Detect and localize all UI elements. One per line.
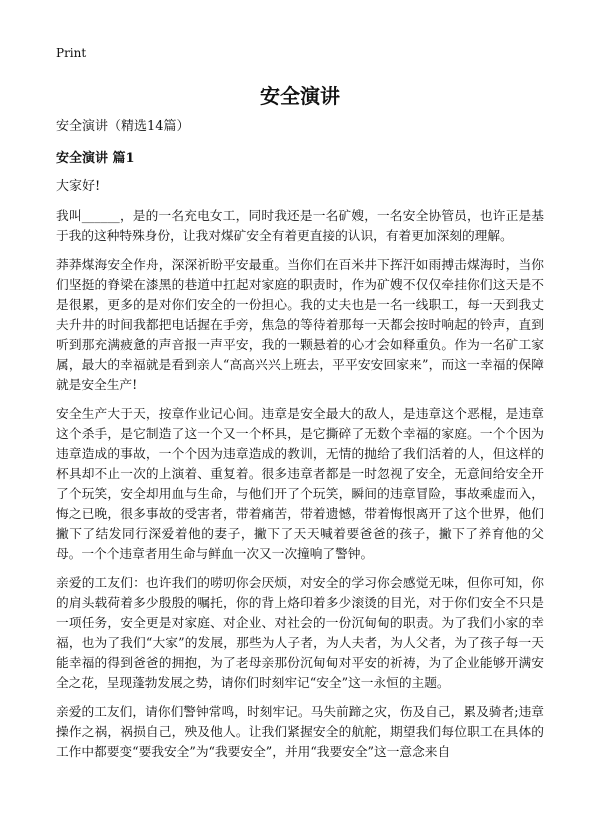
- paragraph: 亲爱的工友们：也许我们的唠叨你会厌烦，对安全的学习你会感觉无味，但你可知，你的肩头载荷着多少殷殷的嘱托，你的背上烙印着多少滚烫的目光，对于你们安全不只是一项任务，安全更是对家庭、对企业、对社会的一份沉甸甸的职责。为了我们小家的幸福，也为了我们“大家”的发展，那些为人子者，为人夫者，为人父者，为了孩子每一天能幸福的得到爸爸的拥抱，为了老母亲那份沉甸甸对平安的祈祷，为了企业能够开满安全之花，呈现蓬勃发展之势，请你们时刻牢记“安全”这一永恒的主题。: [56, 575, 544, 690]
- section-heading: 安全演讲 篇1: [56, 151, 135, 166]
- document-body: [56, 118, 544, 771]
- document-subtitle: 安全演讲（精选14篇）: [56, 119, 190, 134]
- paragraph: 莽莽煤海安全作舟，深深祈盼平安最重。当你们在百米井下挥汗如雨搏击煤海时，当你们坚挺的脊梁在漆黑的巷道中扛起对家庭的职责时，作为矿嫂不仅仅牵挂你们这天是不是很累，更多的是对你们安全的一份担心。我的丈夫也是一名一线职工，每一天到我丈夫升井的时间我都把电话握在手旁，焦急的等待着那每一天都会按时响起的铃声，直到听到那充满疲惫的声音报一声平安，我的一颗悬着的心才会如释重负。作为一名矿工家属，最大的幸福就是看到亲人“高高兴兴上班去，平平安安回家来”，而这一幸福的保障就是安全生产!: [56, 257, 544, 392]
- paragraph: 亲爱的工友们，请你们警钟常鸣，时刻牢记。马失前蹄之灾，伤及自己，累及骑者;违章操作之祸，祸损自己，殃及他人。让我们紧握安全的航舵，期望我们每位职工在具体的工作中都要变“要我安全”为“我要安全”，并用“我要安全”这一意念来自: [56, 704, 544, 759]
- paragraph: 我叫______，是的一名充电女工，同时我还是一名矿嫂，一名安全协管员，也许正是基于我的这种特殊身份，让我对煤矿安全有着更直接的认识，有着更加深刻的理解。: [56, 208, 544, 243]
- document-title: 安全演讲: [260, 84, 340, 108]
- print-label: Print: [56, 46, 87, 60]
- greeting: 大家好!: [56, 179, 101, 194]
- paragraph: 安全生产大于天，按章作业记心间。违章是安全最大的敌人，是违章这个恶棍，是违章这个杀手，是它制造了这一个又一个杯具，是它撕碎了无数个幸福的家庭。一个个因为违章造成的事故，一个个因为违章造成的教训，无情的抛给了我们活着的人，但这样的杯具却不止一次的上演着、重复着。很多违章者都是一时忽视了安全，无意间给安全开了个玩笑，安全却用血与生命，与他们开了个玩笑，瞬间的违章冒险，事故乘虚而入，悔之已晚，很多事故的受害者，带着痛苦，带着遗憾，带着悔恨离开了这个世界，他们撇下了结发同行深爱着他的妻子，撇下了天天喊着要爸爸的孩子，撇下了养育他的父母。一个个违章者用生命与鲜血一次又一次撞响了警钟。: [56, 406, 544, 561]
